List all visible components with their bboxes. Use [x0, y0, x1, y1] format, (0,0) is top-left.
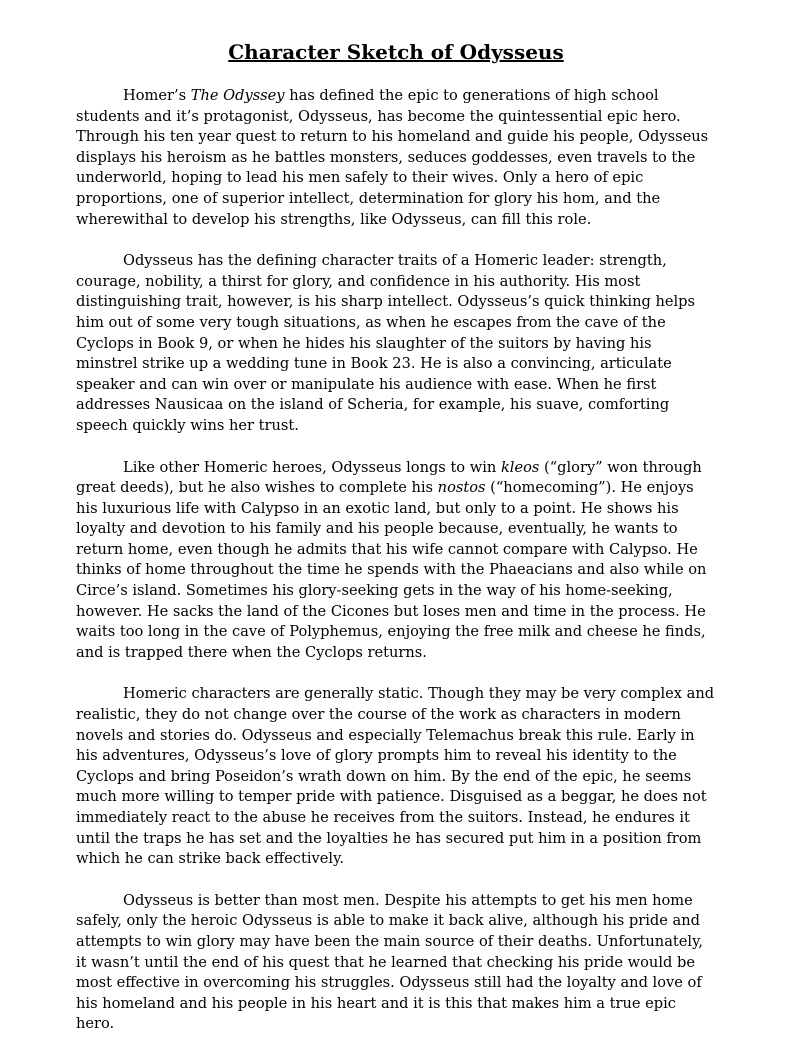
paragraph-2 — [76, 251, 716, 436]
book-title-italic: The Odyssey — [190, 87, 285, 104]
paragraph-text: (“glory” won through great deeds), but he also wishes to complete his — [76, 458, 702, 497]
paragraph-3 — [76, 458, 716, 664]
document-page — [76, 38, 716, 1056]
term-kleos-italic: kleos — [500, 458, 540, 476]
term-nostos-italic: nostos — [437, 479, 486, 497]
paragraph-text: Homeric characters are generally static. Though they may be very complex and realistic, they do not change over the course of the work as characters in modern novels and stories do. Odysseus and especially Telemachus break this rule. Early in his adventures, Odysseus’s love of glory prompts him to reveal his identity to the Cyclops and bring Poseidon’s wrath down on him. By the end of the epic, he seems much more willing to temper pride with patience. Disguised as a beggar, he does not immediately react to the abuse he receives from the suitors. Instead, he endures it until the traps he has set and the loyalties he has secured put him in a position from which he can strike back effectively. — [76, 685, 715, 868]
paragraph-text: (“homecoming”). He enjoys his luxurious life with Calypso in an exotic land, but only to a point. He shows his loyalty and devotion to his family and his people because, eventually, he wants to return home, even though he admits that his wife cannot compare with Calypso. He thinks of home throughout the time he spends with the Phaeacians and also while on Circe’s island. Sometimes his glory-seeking gets in the way of his home-seeking, however. He sacks the land of the Cicones but loses men and time in the process. He waits too long in the cave of Polyphemus, enjoying the free milk and cheese he finds, and is trapped there when the Cyclops returns. — [76, 479, 707, 661]
paragraph-text: has defined the epic to generations of high school students and it’s protagonist, Odysseus, has become the quintessential epic hero. Through his ten year quest to return to his homeland and guide his people, Odysseus displays his heroism as he battles monsters, seduces goddesses, even travels to the underworld, hoping to lead his men safely to their wives. Only a hero of epic proportions, one of superior intellect, determination for glory his hom, and the wherewithal to develop his strengths, like Odysseus, can fill this role. — [76, 87, 709, 228]
paragraph-text: Odysseus is better than most men. Despite his attempts to get his men home safely, only the heroic Odysseus is able to make it back alive, although his pride and attempts to win glory may have been the main source of their deaths. Unfortunately, it wasn’t until the end of his quest that he learned that checking his pride would be most effective in overcoming his struggles. Odysseus still had the loyalty and love of his homeland and his people in his heart and it is this that makes him a true epic hero. — [76, 891, 704, 1033]
paragraph-5 — [76, 891, 716, 1035]
paragraph-text: Homer’s — [123, 87, 191, 104]
paragraph-text: Like other Homeric heroes, Odysseus longs to win — [123, 458, 501, 476]
paragraph-4 — [76, 684, 716, 869]
paragraph-1 — [76, 86, 716, 230]
paragraph-text: Odysseus has the defining character traits of a Homeric leader: strength, courage, nobility, a thirst for glory, and confidence in his authority. His most distinguishing trait, however, is his sharp intellect. Odysseus’s quick thinking helps him out of some very tough situations, as when he escapes from the cave of the Cyclops in Book 9, or when he hides his slaughter of the suitors by having his minstrel strike up a wedding tune in Book 23. He is also a convincing, articulate speaker and can win over or manipulate his audience with ease. When he first addresses Nausicaa on the island of Scheria, for example, his suave, comforting speech quickly wins her trust. — [76, 252, 696, 434]
document-title: Character Sketch of Odysseus — [228, 40, 564, 64]
